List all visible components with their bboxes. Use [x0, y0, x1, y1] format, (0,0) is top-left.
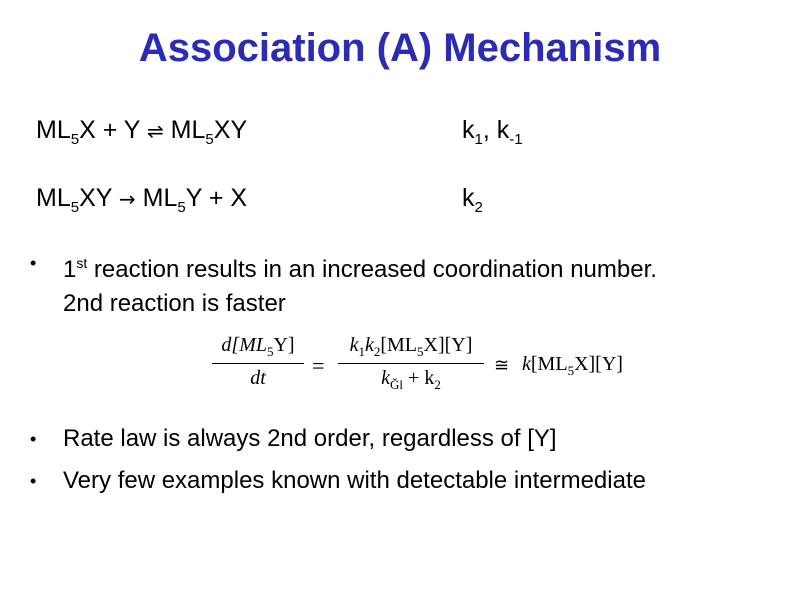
- bullet-item-2: • Rate law is always 2nd order, regardless of [Y]: [30, 422, 780, 456]
- lhs-fraction: $d[ML_5Y]$ dt: [212, 334, 304, 390]
- approx-sign: ≅: [494, 355, 510, 376]
- mid-fraction: $k_1k_2[ML_5X][Y]$ $k_{Ğl} + k_2$: [338, 334, 484, 393]
- equals-sign: =: [312, 353, 325, 378]
- rhs-expression: $k[ML_5X][Y]$: [522, 353, 623, 378]
- rate-law-formula: [212, 334, 652, 400]
- equilibrium-arrow-icon: ⇌: [146, 119, 164, 143]
- bullet-item-1: • 1st reaction results in an increased coordination number. 2nd reaction is faster: [30, 246, 780, 321]
- rate-constants-1: $k_1$, $k_{-1}$: [462, 116, 523, 148]
- bullet-item-3: • Very few examples known with detectable intermediate: [30, 464, 780, 498]
- slide-title: Association (A) Mechanism: [138, 26, 662, 70]
- bullet-dot: •: [30, 253, 37, 273]
- reaction-2: $ML_5XY \to ML_5Y + X$: [36, 184, 248, 216]
- rate-constant-2: $k_2$: [462, 184, 483, 216]
- forward-arrow-icon: →: [118, 187, 136, 211]
- reaction-1: $ML_5X + Y$ ⇌ $ML_5XY$: [36, 116, 248, 148]
- bullet-dot: •: [30, 429, 37, 449]
- bullet-dot: •: [30, 471, 37, 491]
